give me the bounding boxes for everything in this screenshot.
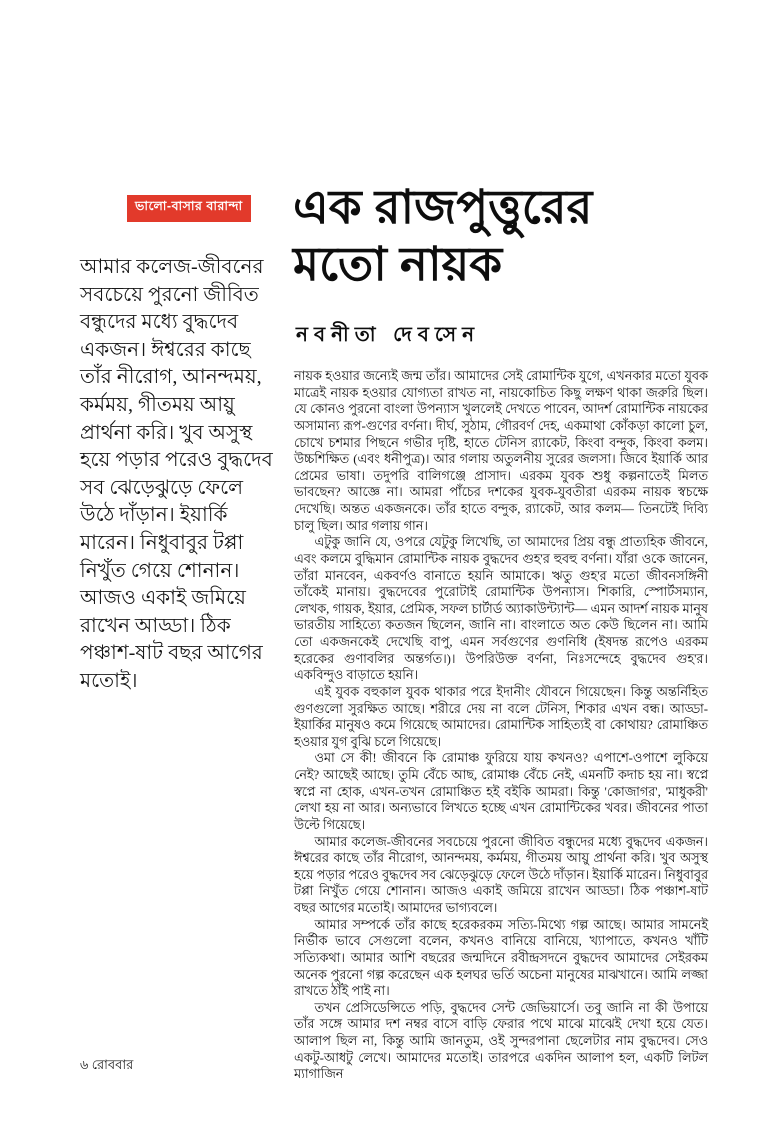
headline-line-1: এক রাজপুত্তুরের [293, 180, 593, 233]
body-paragraph: এটুকু জানি যে, ওপরে যেটুকু লিখেছি, তা আমাদের প্রিয় বন্ধু প্রাত্যহিক জীবনে, এবং কলমে বুদ্ধিমান রোমান্টিক নায়ক বুদ্ধদেব গুহ'র হুবহু বর্ণনা। যাঁরা ওকে জানেন, তাঁরা মানবেন, একবর্ণও বানাতে হয়নি আমাকে। ঋতু গুহ'র মতো জীবনসঙ্গিনী তাঁকেই মানায়। বুদ্ধদেবের পুরোটাই রোমান্টিক উপন্যাস। শিকারি, স্পোর্টসম্যান, লেখক, গায়ক, ইয়ার, প্রেমিক, সফল চার্টার্ড অ্যাকাউন্ট্যান্ট— এমন আদর্শ নায়ক মানুষ ভারতীয় সাহিত্যে কতজন ছিলেন, জানি না। বাংলাতে অত কেউ ছিলেন না। আমি তো একজনকেই দেখেছি বাপু, এমন সর্বগুণের গুণনিধি (ইষদন্ত রূপেও এরকম হরেকের গুণাবলির অন্তর্গত।)। উপরিউক্ত বর্ণনা, নিঃসন্দেহে বুদ্ধদেব গুহ'র। একবিন্দুও বাড়াতে হয়নি। [294, 535, 708, 683]
page-number-footer: ৬ রোববার [80, 1057, 134, 1072]
headline-line-2: মতো নায়ক [293, 237, 503, 291]
body-paragraph: আমার কলেজ-জীবনের সবচেয়ে পুরনো জীবিত বন্ধুদের মধ্যে বুদ্ধদেব একজন। ঈশ্বরের কাছে তাঁর নীরোগ, আনন্দময়, কর্মময়, গীতময় আয়ু প্রার্থনা করি। খুব অসুস্থ হয়ে পড়ার পরেও বুদ্ধদেব সব ঝেড়েঝুড়ে ফেলে উঠে দাঁড়ান। ইয়ার্কি মারেন। নিধুবাবুর টপ্পা নিখুঁত গেয়ে শোনান। আজও একাই জমিয়ে রাখেন আড্ডা। ঠিক পঞ্চাশ-ষাট বছর আগের মতোই। আমাদের ভাগ্যবলে। [294, 834, 708, 915]
headline [293, 178, 723, 293]
author-byline: নবনীতা দেবসেন [296, 324, 481, 346]
body-paragraph: নায়ক হওয়ার জন্যেই জন্ম তাঁর। আমাদের সেই রোমান্টিক যুগে, এখনকার মতো যুবক মাত্রেই নায়ক হওয়ার যোগ্যতা রাখত না, নায়কোচিত কিছু লক্ষণ থাকা জরুরি ছিল। যে কোনও পুরনো বাংলা উপন্যাস খুললেই দেখতে পাবেন, আদর্শ রোমান্টিক নায়কের অসামান্য রূপ-গুণের বর্ণনা। দীর্ঘ, সুঠাম, গৌরবর্ণ দেহ, একমাথা কোঁকড়া কালো চুল, চোখে চশমার পিছনে গভীর দৃষ্টি, হাতে টেনিস র‍্যাকেট, কিংবা বন্দুক, কিংবা কলম। উচ্চশিক্ষিত (এবং ধনীপুত্র)। আর গলায় অতুলনীয় সুরের জলসা। জিবে ইয়ার্কি আর প্রেমের ভাষা। তদুপরি বালিগঞ্জে প্রাসাদ। এরকম যুবক শুধু কল্পনাতেই মিলত ভাবছেন? আজ্ঞে না। আমরা পাঁচের দশকের যুবক-যুবতীরা এরকম নায়ক স্বচক্ষে দেখেছি। অন্তত একজনকে। তাঁর হাতে বন্দুক, র‍্যাকেট, আর কলম— তিনটেই দিব্যি চালু ছিল। আর গলায় গান। [294, 369, 708, 533]
article-body [294, 368, 708, 1083]
body-paragraph: তখন প্রেসিডেন্সিতে পড়ি, বুদ্ধদেব সেন্ট জেভিয়ার্সে। তবু জানি না কী উপায়ে তাঁর সঙ্গে আমার দশ নম্বর বাসে বাড়ি ফেরার পথে মাঝে মাঝেই দেখা হয়ে যেত। আলাপ ছিল না, কিন্তু আমি জানতুম, ওই সুন্দরপানা ছেলেটার নাম বুদ্ধদেব। সেও একটু-আধটু লেখে। আমাদের মতোই। তারপরে একদিন আলাপ হল, একটি লিটল ম্যাগাজিন [294, 1000, 708, 1082]
section-badge: ভালো-বাসার বারান্দা [127, 195, 251, 222]
body-paragraph: এই যুবক বহুকাল যুবক থাকার পরে ইদানীং যৌবনে গিয়েছেন। কিন্তু অন্তর্নিহিত গুণগুলো সুরক্ষিত আছে। শরীরে দেয় না বলে টেনিস, শিকার এখন বন্ধ। আড্ডা-ইয়ার্কির মানুষও কমে গিয়েছে আমাদের। রোমান্টিক সাহিত্যই বা কোথায়? রোমাঞ্চিত হওয়ার যুগ বুঝি চলে গিয়েছে। [294, 684, 708, 749]
pull-quote: আমার কলেজ-জীবনের সবচেয়ে পুরনো জীবিত বন্ধুদের মধ্যে বুদ্ধদেব একজন। ঈশ্বরের কাছে তাঁর নীরোগ, আনন্দময়, কর্মময়, গীতময় আয়ু প্রার্থনা করি। খুব অসুস্থ হয়ে পড়ার পরেও বুদ্ধদেব সব ঝেড়েঝুড়ে ফেলে উঠে দাঁড়ান। ইয়ার্কি মারেন। নিধুবাবুর টপ্পা নিখুঁত গেয়ে শোনান। আজও একাই জমিয়ে রাখেন আড্ডা। ঠিক পঞ্চাশ-ষাট বছর আগের মতোই। [80, 256, 273, 692]
body-paragraph: আমার সম্পর্কে তাঁর কাছে হরেকরকম সত্যি-মিথ্যে গল্প আছে। আমার সামনেই নির্ভীক ভাবে সেগুলো বলেন, কখনও বানিয়ে বানিয়ে, খ্যাপাতে, কখনও খাঁটি সত্যিকথা। আমার আশি বছরের জন্মদিনে রবীন্দ্রসদনে বুদ্ধদেব আমাদের সেইরকম অনেক পুরনো গল্প করেছেন এক হলঘর ভর্তি অচেনা মানুষের মাঝখানে। আমি লজ্জা রাখতে ঠাঁই পাই না। [294, 917, 708, 999]
body-paragraph: ওমা সে কী! জীবনে কি রোমাঞ্চ ফুরিয়ে যায় কখনও? এপাশে-ওপাশে লুকিয়ে নেই? আছেই আছে। তুমি বেঁচে আছ, রোমাঞ্চ বেঁচে নেই, এমনটি কদাচ হয় না। স্বপ্নে স্বপ্নে না হোক, এখন-তখন রোমাঞ্চিত হই বইকি আমরা। কিন্তু 'কোজাগর', 'মাধুকরী' লেখা হয় না আর। অন্যভাবে লিখতে হচ্ছে এখন রোমান্টিকের খবর। জীবনের পাতা উল্টে গিয়েছে। [294, 751, 708, 832]
